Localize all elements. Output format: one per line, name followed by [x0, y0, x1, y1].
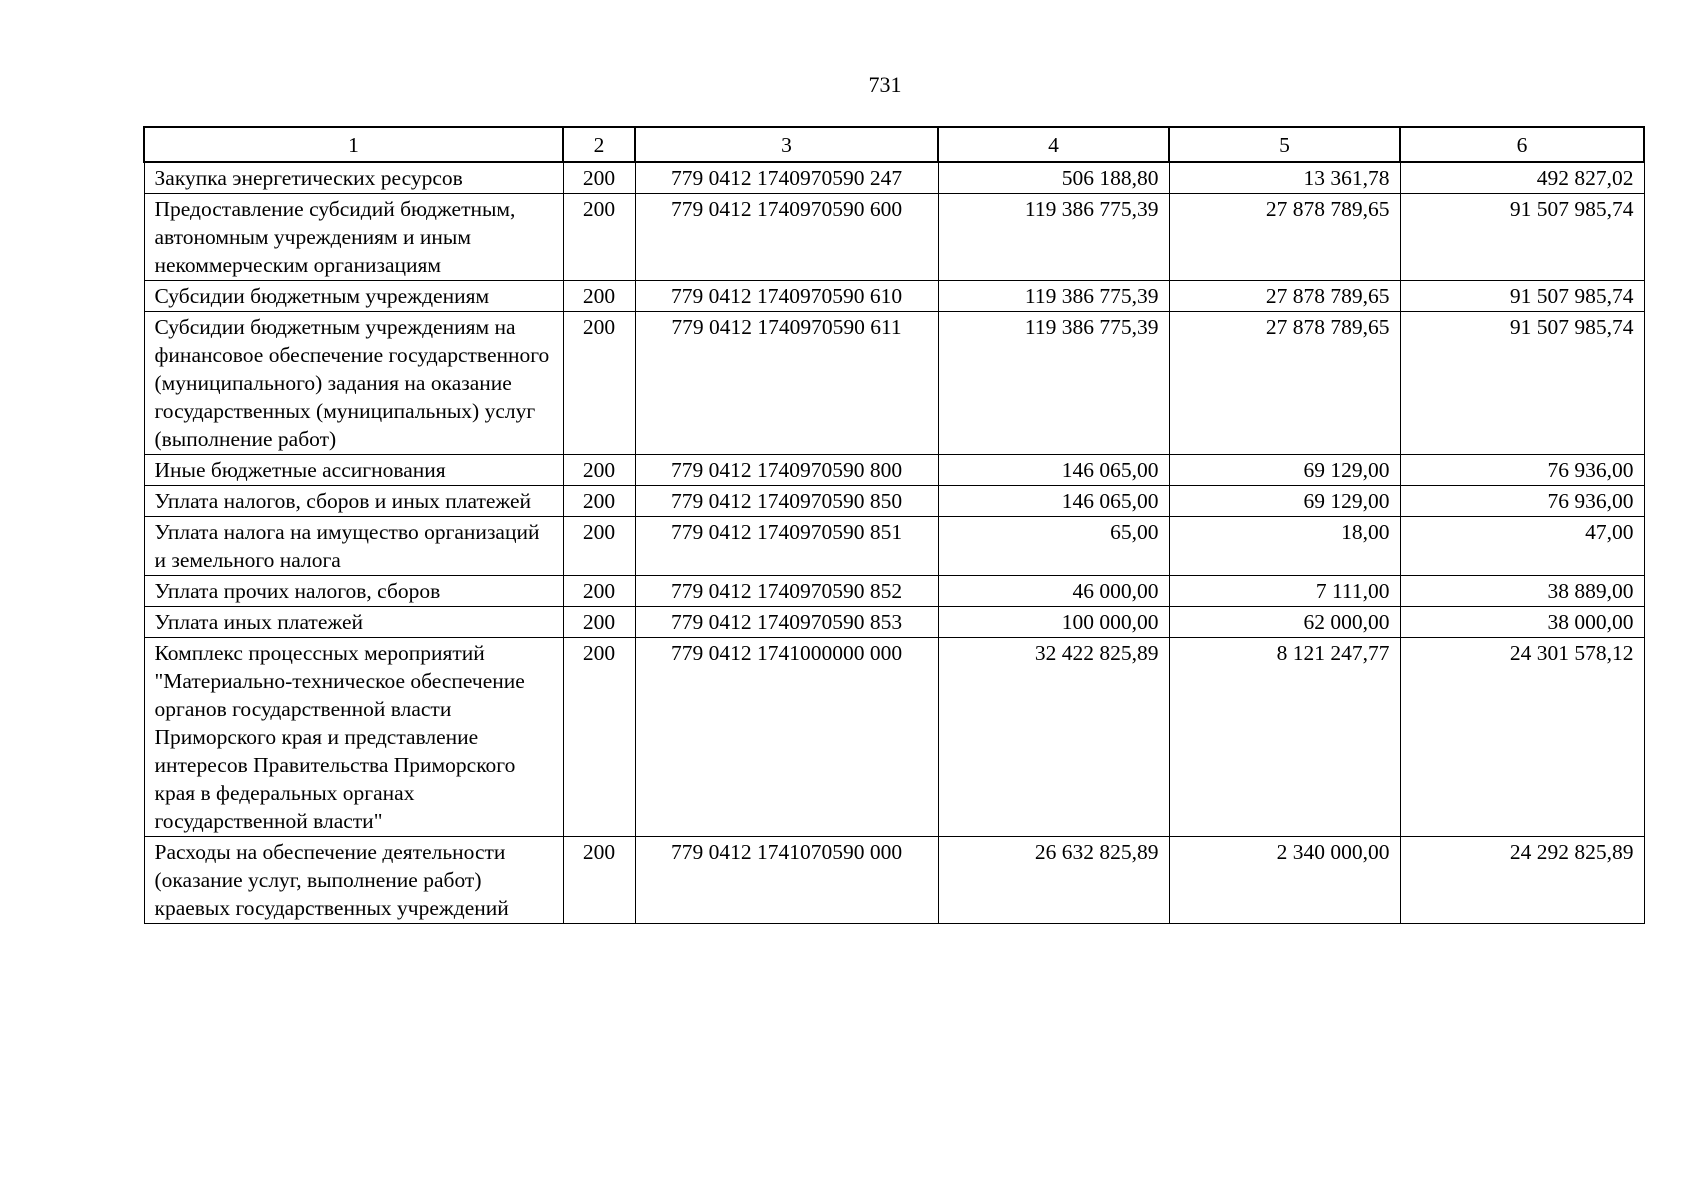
row-classification: 779 0412 1740970590 800	[635, 455, 938, 486]
row-amount-executed: 13 361,78	[1169, 162, 1400, 194]
row-amount-plan: 146 065,00	[938, 486, 1169, 517]
row-code: 200	[563, 455, 635, 486]
row-code: 200	[563, 638, 635, 837]
row-amount-remaining: 91 507 985,74	[1400, 281, 1644, 312]
row-amount-plan: 119 386 775,39	[938, 281, 1169, 312]
row-name: Уплата налогов, сборов и иных платежей	[144, 486, 563, 517]
column-header: 5	[1169, 127, 1400, 162]
row-code: 200	[563, 281, 635, 312]
row-name: Иные бюджетные ассигнования	[144, 455, 563, 486]
table-row	[144, 638, 1644, 837]
row-amount-plan: 119 386 775,39	[938, 312, 1169, 455]
row-amount-executed: 18,00	[1169, 517, 1400, 576]
budget-table	[143, 126, 1645, 924]
row-code: 200	[563, 576, 635, 607]
table-row	[144, 455, 1644, 486]
row-amount-plan: 119 386 775,39	[938, 194, 1169, 281]
row-name: Субсидии бюджетным учреждениям	[144, 281, 563, 312]
row-amount-remaining: 47,00	[1400, 517, 1644, 576]
row-amount-remaining: 76 936,00	[1400, 455, 1644, 486]
row-code: 200	[563, 194, 635, 281]
table-row	[144, 576, 1644, 607]
row-amount-executed: 62 000,00	[1169, 607, 1400, 638]
table-row	[144, 837, 1644, 924]
column-header: 6	[1400, 127, 1644, 162]
row-amount-plan: 506 188,80	[938, 162, 1169, 194]
page-number: 731	[868, 72, 902, 97]
row-classification: 779 0412 1740970590 600	[635, 194, 938, 281]
row-amount-plan: 65,00	[938, 517, 1169, 576]
row-classification: 779 0412 1740970590 247	[635, 162, 938, 194]
row-classification: 779 0412 1740970590 611	[635, 312, 938, 455]
row-code: 200	[563, 312, 635, 455]
row-amount-remaining: 492 827,02	[1400, 162, 1644, 194]
row-name: Предоставление субсидий бюджетным, автономным учреждениям и иным некоммерческим организациям	[144, 194, 563, 281]
row-name: Уплата иных платежей	[144, 607, 563, 638]
row-classification: 779 0412 1741070590 000	[635, 837, 938, 924]
row-amount-executed: 69 129,00	[1169, 455, 1400, 486]
row-code: 200	[563, 162, 635, 194]
table-row	[144, 312, 1644, 455]
column-header: 1	[144, 127, 563, 162]
row-amount-plan: 26 632 825,89	[938, 837, 1169, 924]
row-classification: 779 0412 1740970590 853	[635, 607, 938, 638]
row-amount-remaining: 91 507 985,74	[1400, 312, 1644, 455]
row-classification: 779 0412 1740970590 852	[635, 576, 938, 607]
row-code: 200	[563, 486, 635, 517]
row-amount-remaining: 38 000,00	[1400, 607, 1644, 638]
row-amount-remaining: 38 889,00	[1400, 576, 1644, 607]
table-row	[144, 162, 1644, 194]
row-amount-executed: 8 121 247,77	[1169, 638, 1400, 837]
row-name: Уплата налога на имущество организаций и земельного налога	[144, 517, 563, 576]
row-name: Расходы на обеспечение деятельности (оказание услуг, выполнение работ) краевых государственных учреждений	[144, 837, 563, 924]
column-header: 4	[938, 127, 1169, 162]
row-amount-executed: 7 111,00	[1169, 576, 1400, 607]
row-classification: 779 0412 1740970590 610	[635, 281, 938, 312]
row-classification: 779 0412 1740970590 850	[635, 486, 938, 517]
row-amount-executed: 27 878 789,65	[1169, 194, 1400, 281]
row-code: 200	[563, 517, 635, 576]
row-classification: 779 0412 1740970590 851	[635, 517, 938, 576]
column-header: 3	[635, 127, 938, 162]
row-amount-plan: 146 065,00	[938, 455, 1169, 486]
row-amount-remaining: 24 301 578,12	[1400, 638, 1644, 837]
row-amount-executed: 27 878 789,65	[1169, 281, 1400, 312]
table-header-row	[144, 127, 1644, 162]
row-amount-remaining: 91 507 985,74	[1400, 194, 1644, 281]
row-amount-plan: 46 000,00	[938, 576, 1169, 607]
table-row	[144, 486, 1644, 517]
row-amount-executed: 69 129,00	[1169, 486, 1400, 517]
row-amount-plan: 100 000,00	[938, 607, 1169, 638]
row-classification: 779 0412 1741000000 000	[635, 638, 938, 837]
row-code: 200	[563, 837, 635, 924]
table-row	[144, 607, 1644, 638]
row-code: 200	[563, 607, 635, 638]
row-amount-remaining: 76 936,00	[1400, 486, 1644, 517]
row-name: Уплата прочих налогов, сборов	[144, 576, 563, 607]
row-amount-remaining: 24 292 825,89	[1400, 837, 1644, 924]
table-row	[144, 517, 1644, 576]
row-amount-plan: 32 422 825,89	[938, 638, 1169, 837]
row-amount-executed: 2 340 000,00	[1169, 837, 1400, 924]
table-row	[144, 281, 1644, 312]
table-row	[144, 194, 1644, 281]
column-header: 2	[563, 127, 635, 162]
row-name: Субсидии бюджетным учреждениям на финансовое обеспечение государственного (муниципального) задания на оказание государственных (муниципальных) услуг (выполнение работ)	[144, 312, 563, 455]
row-amount-executed: 27 878 789,65	[1169, 312, 1400, 455]
row-name: Закупка энергетических ресурсов	[144, 162, 563, 194]
row-name: Комплекс процессных мероприятий "Материально-техническое обеспечение органов государственной власти Приморского края и представление интересов Правительства Приморского края в федеральных органах государственной власти"	[144, 638, 563, 837]
